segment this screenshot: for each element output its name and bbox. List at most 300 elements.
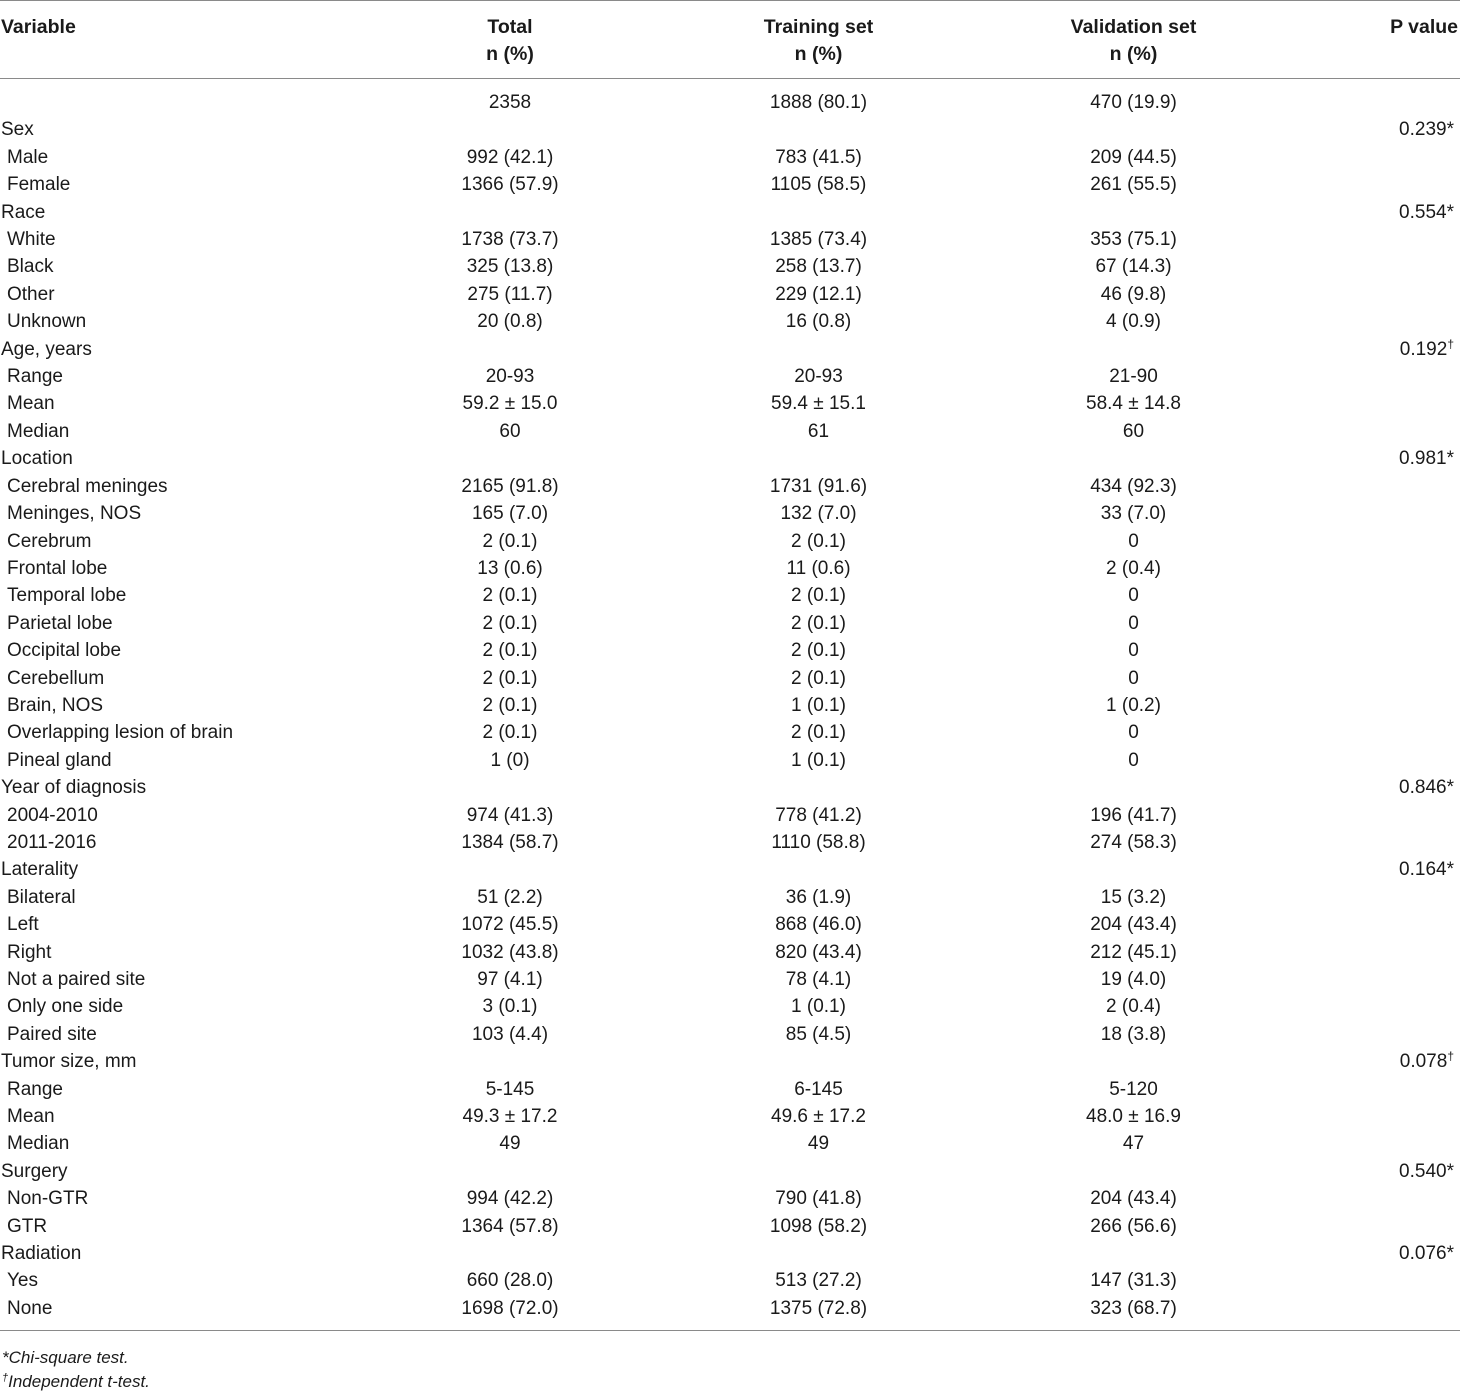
- cell-p-value: [1320, 719, 1460, 746]
- cell-p-value: [1320, 418, 1460, 445]
- table-row: [0, 144, 1460, 171]
- p-value-number: 0.554: [1399, 201, 1447, 223]
- table-row: [0, 884, 1460, 911]
- table-row: [0, 473, 1460, 500]
- table-row: [0, 1213, 1460, 1240]
- cell-variable: Paired site: [7, 1023, 97, 1045]
- cell-validation: 58.4 ± 14.8: [1086, 393, 1181, 415]
- cell-training: [690, 1158, 947, 1185]
- cell-total: [330, 1240, 690, 1267]
- cell-p-value: [1320, 1267, 1460, 1294]
- cell-p-value: [1320, 1048, 1460, 1075]
- header-validation: [947, 1, 1320, 79]
- cell-total: 2 (0.1): [482, 694, 538, 716]
- table-group-row: [0, 336, 1460, 363]
- cell-validation: [947, 116, 1320, 143]
- footnote-text: Chi-square test.: [8, 1348, 129, 1367]
- cell-training: 868 (46.0): [775, 914, 862, 936]
- cell-p-value: [1320, 116, 1460, 143]
- cell-p-value: [1320, 363, 1460, 390]
- cell-validation: 353 (75.1): [1090, 229, 1177, 251]
- cell-total: [330, 856, 690, 883]
- cell-total: 165 (7.0): [471, 503, 549, 525]
- cell-training: 49.6 ± 17.2: [771, 1106, 866, 1128]
- cell-total: 994 (42.2): [466, 1188, 554, 1210]
- cell-training: 1888 (80.1): [769, 92, 868, 113]
- cell-training: 790 (41.8): [775, 1188, 862, 1210]
- cell-total: 13 (0.6): [477, 557, 543, 579]
- table-group-row: [0, 445, 1460, 472]
- cell-p-value: [1320, 473, 1460, 500]
- cell-validation: [947, 1048, 1320, 1075]
- table-row: [0, 911, 1460, 938]
- cell-training: 20-93: [794, 366, 843, 388]
- p-value-test-mark: *: [1446, 777, 1454, 799]
- cell-total: [330, 116, 690, 143]
- cell-validation: 470 (19.9): [1090, 92, 1177, 113]
- cell-training: [690, 1240, 947, 1267]
- header-training: [690, 1, 947, 79]
- cell-validation: 323 (68.7): [947, 1295, 1320, 1331]
- cell-total: 97 (4.1): [477, 969, 543, 990]
- cell-variable: Only one side: [7, 996, 124, 1018]
- cell-total: [330, 199, 690, 226]
- table-row: [0, 966, 1460, 993]
- cell-total: 660 (28.0): [466, 1270, 554, 1292]
- footnote-t-test: [2, 1370, 150, 1394]
- table-row: [0, 171, 1460, 198]
- cell-p-value: [1320, 692, 1460, 719]
- cell-total: 2165 (91.8): [461, 475, 559, 497]
- cell-p-value: [1320, 1240, 1460, 1267]
- cell-total: 1032 (43.8): [461, 941, 559, 963]
- cell-total: [330, 1158, 690, 1185]
- cell-p-value: [1320, 1103, 1460, 1130]
- table-row: [0, 939, 1460, 966]
- cell-variable: Right: [7, 941, 52, 963]
- cell-p-value: [1320, 144, 1460, 171]
- cell-total: 49: [499, 1133, 521, 1155]
- cell-total: 1 (0): [490, 749, 530, 771]
- cell-variable: Frontal lobe: [7, 557, 108, 579]
- cell-total: 275 (11.7): [467, 283, 553, 305]
- cell-training: 59.4 ± 15.1: [771, 393, 866, 415]
- cell-training: 2 (0.1): [791, 530, 846, 552]
- cell-validation: 266 (56.6): [1090, 1215, 1177, 1237]
- cell-variable: Yes: [7, 1270, 38, 1292]
- table-body: [0, 79, 1460, 1331]
- cell-variable: Parietal lobe: [7, 612, 113, 634]
- table-row: [0, 747, 1460, 774]
- cell-variable: Range: [7, 1078, 63, 1100]
- p-value-number: 0.981: [1399, 448, 1447, 470]
- table-row: [0, 692, 1460, 719]
- cell-validation: 0: [1128, 612, 1139, 634]
- p-value-test-mark: *: [1446, 859, 1454, 881]
- cell-p-value: [1320, 308, 1460, 335]
- cell-validation: 0: [1128, 530, 1139, 552]
- cell-p-value: [1320, 226, 1460, 253]
- table-row: [0, 610, 1460, 637]
- table-group-row: [0, 1048, 1460, 1075]
- cell-validation: 0: [1128, 585, 1139, 607]
- cell-p-value: [1320, 665, 1460, 692]
- cell-training: [690, 1048, 947, 1075]
- cell-variable: Year of diagnosis: [1, 777, 147, 799]
- table-row: [0, 993, 1460, 1020]
- cell-variable: Overlapping lesion of brain: [7, 722, 234, 744]
- cell-variable: Temporal lobe: [7, 585, 127, 607]
- cell-p-value: [1320, 884, 1460, 911]
- table-group-row: [0, 774, 1460, 801]
- cell-total: 1072 (45.5): [461, 914, 559, 936]
- p-value-test-mark: *: [1446, 1243, 1454, 1265]
- cell-training: 2 (0.1): [791, 585, 846, 607]
- cell-total: 2358: [488, 92, 532, 113]
- cell-validation: 0: [1128, 722, 1139, 744]
- cell-variable: Black: [7, 256, 54, 278]
- cell-total: 2 (0.1): [482, 585, 538, 607]
- cell-training: 2 (0.1): [791, 640, 846, 662]
- cell-variable: Tumor size, mm: [1, 1051, 137, 1073]
- table-row: [0, 281, 1460, 308]
- cell-total: 49.3 ± 17.2: [462, 1106, 558, 1128]
- p-value-number: 0.076: [1399, 1243, 1447, 1265]
- header-total-unit: n (%): [486, 43, 534, 65]
- cell-variable: Occipital lobe: [7, 640, 122, 662]
- cell-p-value: [1320, 171, 1460, 198]
- footnote-text: Independent t-test.: [8, 1372, 150, 1391]
- cell-validation: 46 (9.8): [1100, 283, 1167, 305]
- cell-p-value: [1320, 500, 1460, 527]
- cell-p-value: [1320, 747, 1460, 774]
- cell-validation: 2 (0.4): [1106, 996, 1161, 1018]
- cell-variable: Unknown: [7, 311, 87, 333]
- cell-validation: 2 (0.4): [1106, 557, 1161, 579]
- header-total-title: Total: [487, 16, 533, 38]
- table-row: [0, 719, 1460, 746]
- cell-validation: [947, 1240, 1320, 1267]
- cell-p-value: [1320, 1185, 1460, 1212]
- cell-variable: Bilateral: [7, 886, 76, 908]
- cell-training: 132 (7.0): [780, 503, 857, 525]
- table-group-row: [0, 1240, 1460, 1267]
- cell-training: 1 (0.1): [791, 694, 846, 716]
- cell-validation: 0: [1128, 640, 1139, 662]
- cell-variable: Brain, NOS: [7, 694, 104, 716]
- cell-training: 1385 (73.4): [769, 229, 868, 251]
- cell-total: 2 (0.1): [482, 667, 538, 689]
- cell-validation: 209 (44.5): [1090, 146, 1177, 168]
- cell-p-value: [1320, 336, 1460, 363]
- table-row: [0, 363, 1460, 390]
- table-row: [0, 1130, 1460, 1157]
- cell-variable: None: [0, 1295, 330, 1331]
- cell-total: [330, 774, 690, 801]
- table-group-row: [0, 856, 1460, 883]
- cell-total: [330, 445, 690, 472]
- cell-total: 1366 (57.9): [461, 174, 559, 196]
- cell-validation: 1 (0.2): [1106, 694, 1161, 716]
- cell-variable: Cerebrum: [7, 530, 92, 552]
- table-group-row: [0, 79, 1460, 117]
- cell-validation: 204 (43.4): [1090, 914, 1177, 936]
- cell-total: 103 (4.4): [471, 1023, 549, 1045]
- table-row: [0, 1295, 1460, 1331]
- cell-total: 59.2 ± 15.0: [462, 393, 558, 415]
- cell-training: 1 (0.1): [791, 749, 846, 771]
- p-value-number: 0.078: [1399, 1051, 1448, 1073]
- cell-training: 1105 (58.5): [770, 174, 867, 196]
- header-validation-title: Validation set: [1070, 16, 1197, 38]
- cell-validation: 67 (14.3): [1095, 256, 1172, 278]
- cell-training: 1731 (91.6): [769, 475, 868, 497]
- table-row: [0, 418, 1460, 445]
- cell-p-value: [1320, 1295, 1460, 1331]
- p-value-number: 0.846: [1399, 777, 1447, 799]
- cell-total: 974 (41.3): [466, 804, 554, 826]
- cell-training: 2 (0.1): [791, 667, 846, 689]
- cell-p-value: [1320, 993, 1460, 1020]
- p-value-test-mark: *: [1446, 119, 1454, 141]
- cell-validation: 60: [1122, 420, 1145, 442]
- cell-variable: Range: [7, 366, 63, 388]
- table-row: [0, 1076, 1460, 1103]
- cell-variable: Race: [1, 201, 46, 223]
- cell-training: 85 (4.5): [785, 1023, 852, 1045]
- cell-total: 20-93: [485, 366, 535, 388]
- cell-training: 2 (0.1): [791, 612, 846, 634]
- cell-validation: 48.0 ± 16.9: [1086, 1106, 1181, 1128]
- cell-training: 258 (13.7): [775, 256, 862, 278]
- cell-validation: [947, 445, 1320, 472]
- cell-p-value: [1320, 829, 1460, 856]
- table-header: [0, 1, 1460, 79]
- cell-p-value: [1320, 1158, 1460, 1185]
- cell-training: 778 (41.2): [775, 804, 862, 826]
- table-row: [0, 1267, 1460, 1294]
- cell-validation: 47: [1122, 1133, 1145, 1155]
- cell-validation: 212 (45.1): [1090, 941, 1177, 963]
- cell-training: 1098 (58.2): [769, 1215, 868, 1237]
- p-value-number: 0.164: [1399, 859, 1447, 881]
- table-row: [0, 555, 1460, 582]
- cell-variable: Cerebral meninges: [7, 475, 168, 497]
- cell-training: 2 (0.1): [791, 722, 846, 744]
- cell-training: [690, 336, 947, 363]
- p-value-number: 0.192: [1399, 338, 1448, 360]
- table-row: [0, 829, 1460, 856]
- cell-variable: Meninges, NOS: [7, 503, 142, 525]
- footnote-chi-square: [2, 1346, 150, 1370]
- cell-variable: Not a paired site: [7, 969, 146, 990]
- cell-variable: Age, years: [1, 338, 92, 360]
- header-variable: Variable: [0, 1, 330, 79]
- header-validation-unit: n (%): [1109, 43, 1158, 65]
- cell-training: 783 (41.5): [775, 146, 862, 168]
- cell-p-value: [1320, 79, 1460, 117]
- cell-variable: Sex: [1, 119, 34, 141]
- cell-variable: Radiation: [1, 1243, 82, 1265]
- table-row: [0, 528, 1460, 555]
- cell-training: [690, 199, 947, 226]
- cell-p-value: [1320, 253, 1460, 280]
- p-value-test-mark: †: [1447, 1049, 1454, 1064]
- cell-variable: Median: [7, 420, 70, 442]
- cell-training: 11 (0.6): [786, 557, 851, 579]
- cell-training: 229 (12.1): [775, 283, 862, 305]
- table-row: [0, 253, 1460, 280]
- cell-validation: 19 (4.0): [1100, 969, 1167, 990]
- cell-p-value: [1320, 1130, 1460, 1157]
- cell-total: 2 (0.1): [482, 530, 538, 552]
- cell-total: 2 (0.1): [482, 640, 538, 662]
- cell-variable: Cerebellum: [7, 667, 105, 689]
- table-row: [0, 1103, 1460, 1130]
- table-group-row: [0, 116, 1460, 143]
- p-value-number: 0.540: [1399, 1160, 1447, 1182]
- cell-validation: [947, 336, 1320, 363]
- cell-total: 1384 (58.7): [461, 831, 559, 853]
- cell-variable: 2004-2010: [7, 804, 98, 826]
- cell-validation: 18 (3.8): [1100, 1023, 1167, 1045]
- cell-total: 2 (0.1): [482, 722, 538, 744]
- cell-training: 820 (43.4): [775, 941, 862, 963]
- cell-total: [330, 1048, 690, 1075]
- cell-training: 78 (4.1): [785, 969, 852, 990]
- cell-p-value: [1320, 610, 1460, 637]
- table-row: [0, 665, 1460, 692]
- table-row: [0, 582, 1460, 609]
- cell-variable: GTR: [7, 1215, 48, 1237]
- header-p-value: P value: [1320, 1, 1460, 79]
- cell-p-value: [1320, 199, 1460, 226]
- table-row: [0, 802, 1460, 829]
- cell-variable: Location: [1, 448, 73, 470]
- cell-validation: 5-120: [1109, 1078, 1158, 1100]
- cell-variable: [0, 79, 330, 117]
- cell-validation: 4 (0.9): [1106, 311, 1161, 333]
- cell-variable: Other: [7, 283, 55, 305]
- footnote-mark: †: [2, 1372, 9, 1384]
- cell-variable: White: [7, 229, 56, 251]
- cell-p-value: [1320, 555, 1460, 582]
- cell-variable: Mean: [7, 393, 55, 415]
- cell-training: 1110 (58.8): [771, 831, 866, 853]
- table-group-row: [0, 1158, 1460, 1185]
- cell-validation: [947, 856, 1320, 883]
- cell-total: 51 (2.2): [477, 886, 543, 908]
- cell-total: 2 (0.1): [482, 612, 538, 634]
- header-training-title: Training set: [763, 16, 874, 38]
- cell-total: 3 (0.1): [482, 996, 538, 1018]
- cell-validation: 274 (58.3): [1090, 831, 1177, 853]
- cell-total: 325 (13.8): [466, 256, 554, 278]
- cell-total: 992 (42.1): [466, 146, 554, 168]
- cell-p-value: [1320, 528, 1460, 555]
- cell-training: 36 (1.9): [785, 886, 852, 908]
- cell-total: 1738 (73.7): [461, 229, 559, 251]
- cell-validation: 196 (41.7): [1090, 804, 1177, 826]
- cell-p-value: [1320, 1076, 1460, 1103]
- cell-training: 61: [807, 420, 830, 442]
- cell-training: 49: [807, 1133, 830, 1155]
- cell-training: [690, 856, 947, 883]
- cell-variable: Non-GTR: [7, 1188, 89, 1210]
- cell-p-value: [1320, 445, 1460, 472]
- p-value-test-mark: *: [1446, 1160, 1454, 1182]
- cell-training: [690, 116, 947, 143]
- table-row: [0, 1021, 1460, 1048]
- cell-validation: 0: [1128, 667, 1139, 689]
- footnote-mark: *: [2, 1348, 9, 1367]
- cell-p-value: [1320, 939, 1460, 966]
- cell-variable: 2011-2016: [7, 831, 97, 853]
- table-row: [0, 1185, 1460, 1212]
- cell-variable: Laterality: [1, 859, 79, 881]
- cell-training: 1375 (72.8): [690, 1295, 947, 1331]
- cell-p-value: [1320, 856, 1460, 883]
- cell-p-value: [1320, 281, 1460, 308]
- header-training-unit: n (%): [794, 43, 843, 65]
- cell-p-value: [1320, 582, 1460, 609]
- table-row: [0, 500, 1460, 527]
- cell-validation: 33 (7.0): [1100, 503, 1167, 525]
- cell-validation: 21-90: [1109, 366, 1158, 388]
- cell-training: 1 (0.1): [791, 996, 846, 1018]
- cell-training: [690, 445, 947, 472]
- p-value-test-mark: *: [1446, 448, 1454, 470]
- p-value-number: 0.239: [1399, 119, 1447, 141]
- cell-p-value: [1320, 390, 1460, 417]
- table-row: [0, 637, 1460, 664]
- p-value-test-mark: †: [1447, 336, 1454, 351]
- cell-validation: 204 (43.4): [1090, 1188, 1177, 1210]
- cell-training: 6-145: [794, 1078, 843, 1100]
- p-value-test-mark: *: [1446, 201, 1454, 223]
- cell-p-value: [1320, 966, 1460, 993]
- table-row: [0, 390, 1460, 417]
- cell-training: 16 (0.8): [785, 311, 852, 333]
- cell-p-value: [1320, 1213, 1460, 1240]
- cell-p-value: [1320, 802, 1460, 829]
- cell-variable: Left: [7, 914, 39, 936]
- cell-total: 1698 (72.0): [330, 1295, 690, 1331]
- cell-variable: Surgery: [1, 1160, 68, 1182]
- cell-total: [330, 336, 690, 363]
- cell-validation: [947, 199, 1320, 226]
- cell-p-value: [1320, 774, 1460, 801]
- cell-validation: 261 (55.5): [1090, 174, 1177, 196]
- cell-total: 5-145: [485, 1078, 535, 1100]
- cell-total: 1364 (57.8): [461, 1215, 559, 1237]
- table-group-row: [0, 199, 1460, 226]
- cell-training: [690, 774, 947, 801]
- cell-variable: Female: [7, 174, 71, 196]
- cell-validation: 15 (3.2): [1100, 886, 1167, 908]
- cell-p-value: [1320, 911, 1460, 938]
- cell-total: 20 (0.8): [477, 311, 543, 333]
- cell-total: 60: [499, 420, 521, 442]
- cell-validation: 0: [1128, 749, 1139, 771]
- cell-training: 513 (27.2): [775, 1270, 862, 1292]
- cell-p-value: [1320, 1021, 1460, 1048]
- cell-validation: 147 (31.3): [1090, 1270, 1177, 1292]
- cell-p-value: [1320, 637, 1460, 664]
- footnotes: [2, 1346, 150, 1394]
- cell-validation: [947, 1158, 1320, 1185]
- header-total: [330, 1, 690, 79]
